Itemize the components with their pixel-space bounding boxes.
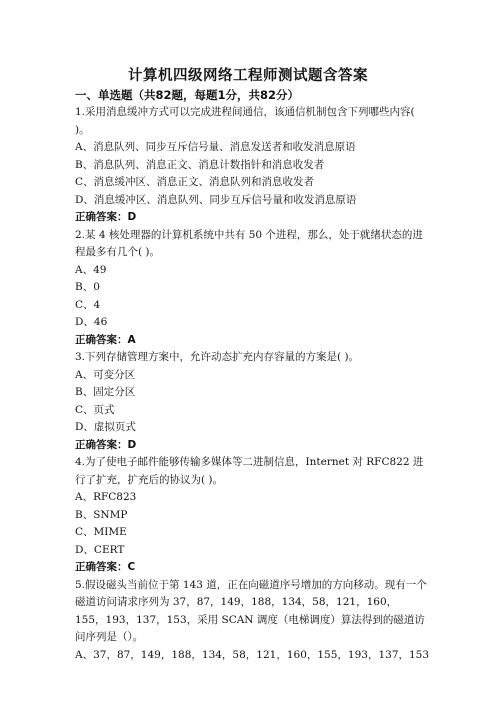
question-block <box>75 577 430 665</box>
option-b: B、SNMP <box>75 508 128 521</box>
question-text: 4.为了使电子邮件能够传输多媒体等二进制信息，Internet 对 RFC822 进行了扩充，扩充后的协议为( )。 <box>75 456 424 486</box>
question-block <box>75 454 427 577</box>
option-c: C、MIME <box>75 526 127 538</box>
question-text: 1.采用消息缓冲方式可以完成进程间通信，该通信机制包含下列哪些内容( )。 <box>75 106 415 136</box>
correct-answer: 正确答案：D <box>75 211 137 223</box>
document-body <box>75 86 430 664</box>
question-text: 5.假设磁头当前位于第 143 道，正在向磁道序号增加的方向移动。现有一个磁道访问请求序列为 37，87，149，188，134，58，121，160，155，193，137，153，采用 SCAN 调度（电梯调度）算法得到的磁道访问序列是（）。 <box>75 578 427 643</box>
option-d: D、CERT <box>75 543 125 556</box>
option-a: A、37，87，149，188，134，58，121，160，155，193，137，153 <box>75 648 430 661</box>
correct-answer: 正确答案：D <box>75 438 137 451</box>
option-b: B、固定分区 <box>75 386 136 398</box>
correct-answer: 正确答案：C <box>75 561 136 573</box>
question-block <box>75 349 427 454</box>
question-text: 3.下列存储管理方案中，允许动态扩充内存容量的方案是( )。 <box>75 351 360 363</box>
option-b: B、0 <box>75 281 100 293</box>
option-d: D、消息缓冲区、消息队列、同步互斥信号量和收发消息原语 <box>75 193 357 206</box>
option-a: A、RFC823 <box>75 491 137 503</box>
option-a: A、49 <box>75 263 107 276</box>
question-block <box>75 227 427 350</box>
question-block <box>75 104 427 227</box>
correct-answer: 正确答案：A <box>75 333 136 346</box>
question-text: 2.某 4 核处理器的计算机系统中共有 50 个进程，那么，处于就绪状态的进程最多有几个( )。 <box>75 228 423 258</box>
option-c: C、4 <box>75 298 101 311</box>
option-c: C、消息缓冲区、消息正文、消息队列和消息收发者 <box>75 176 315 188</box>
document-title: 计算机四级网络工程师测试题含答案 <box>128 68 368 84</box>
option-c: C、页式 <box>75 403 115 416</box>
option-a: A、可变分区 <box>75 368 136 381</box>
option-d: D、46 <box>75 316 108 328</box>
section-heading: 一、单选题（共82题，每题1分，共82分） <box>75 88 300 102</box>
option-a: A、消息队列、同步互斥信号量、消息发送者和收发消息原语 <box>75 141 356 153</box>
option-d: D、虚拟页式 <box>75 421 136 433</box>
option-b: B、消息队列、消息正文、消息计数指针和消息收发者 <box>75 158 325 171</box>
